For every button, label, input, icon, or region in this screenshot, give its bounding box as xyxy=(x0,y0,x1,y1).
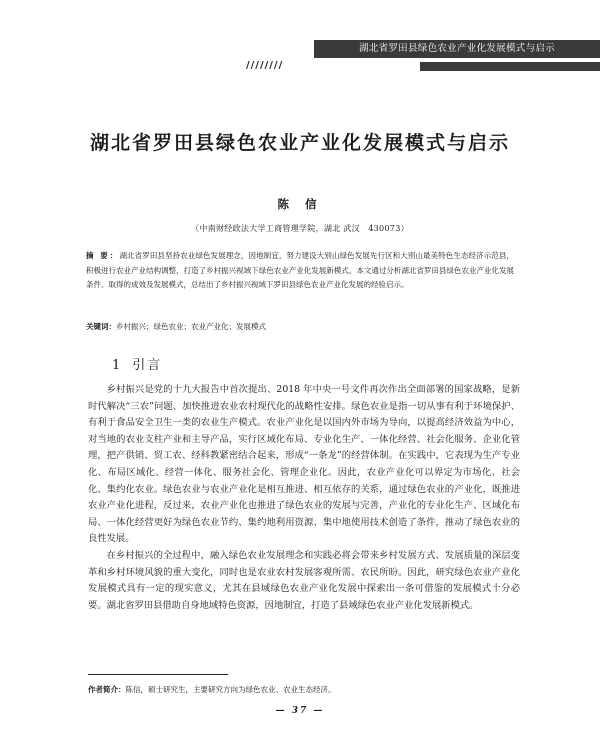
article-title: 湖北省罗田县绿色农业产业化发展模式与启示 xyxy=(89,132,510,154)
header-dark-stripe xyxy=(420,62,600,71)
keywords xyxy=(86,321,514,333)
body-paragraph: 在乡村振兴的全过程中，融入绿色农业发展理念和实践必将会带来乡村发展方式、发展质量的深层变革和乡村环境风貌的重大变化，同时也是农业农村发展客观所需、农民所盼。因此，研究绿色农业产业化发展模式具有一定的现实意义，尤其在县域绿色农业产业化发展中探索出一条可借鉴的发展模式十分必要。湖北省罗田县借助自身地域特色资源，因地制宜，打造了县域绿色农业产业化发展新模式。 xyxy=(88,549,520,611)
body-text xyxy=(88,382,520,614)
author-affiliation: （中南财经政法大学工商管理学院，湖北 武汉 430073） xyxy=(191,224,409,233)
abstract-label: 摘 要： xyxy=(86,251,120,260)
footnote-text: 陈信，硕士研究生，主要研究方向为绿色农业、农业生态经济。 xyxy=(125,685,336,694)
author-name: 陈 信 xyxy=(277,197,323,211)
body-paragraph: 乡村振兴是党的十九大报告中首次提出、2018 年中央一号文件再次作出全面部署的国家战略，是新时代解决“三农”问题、加快推进农业农村现代化的战略性安排。绿色农业是指一切从事有利于环境保护、有利于食品安全卫生一类的农业生产模式。农业产业化是以国内外市场为导向，以提高经济效益为中心，对当地的农业支柱产业和主导产品，实行区域化布局、专业化生产、一体化经营、社会化服务、企业化管理，把产供销、贸工农、经科教紧密结合起来，形成“一条龙”的经营体制。在实践中，它表现为生产专业化、布局区域化、经营一体化、服务社会化、管理企业化。因此，农业产业化可以界定为市场化、社会化、集约化农业。绿色农业与农业产业化是相互推进、相互依存的关系，通过绿色农业的产业化，既推进农业产业化进程，反过来，农业产业化也推进了绿色农业的发展与完善，产业化的专业化生产、区域化布局、一体化经营更好为绿色农业节约、集约地利用资源、集中地使用技术创造了条件，推动了绿色农业的良性发展。 xyxy=(88,384,520,545)
abstract-text: 湖北省罗田县坚持农业绿色发展理念，因地制宜，努力建设大别山绿色发展先行区和大别山最美特色生态经济示范县，积极进行农业产业结构调整，打造了乡村振兴视域下绿色农业产业化发展新模式。本文通过分析湖北省罗田县绿色农业产业化发展条件、取得的成效及发展模式，总结出了乡村振兴视域下罗田县绿色农业产业化发展的经验启示。 xyxy=(86,251,514,289)
section-heading xyxy=(112,354,162,373)
journal-header-title: 湖北省罗田县绿色农业产业化发展模式与启示 xyxy=(358,43,555,54)
footnote xyxy=(88,684,520,696)
keywords-text: 乡村振兴；绿色农业；农业产业化；发展模式 xyxy=(116,322,266,331)
header-decoration: //////// xyxy=(246,60,284,71)
section-title: 引言 xyxy=(132,358,163,373)
section-number: 1 xyxy=(112,358,123,373)
footnote-divider xyxy=(88,674,228,675)
journal-header-bar xyxy=(314,40,600,58)
abstract xyxy=(86,249,514,293)
footnote-label: 作者简介： xyxy=(88,685,126,694)
keywords-label: 关键词： xyxy=(86,322,116,331)
page-number: — 37 — xyxy=(275,706,325,716)
